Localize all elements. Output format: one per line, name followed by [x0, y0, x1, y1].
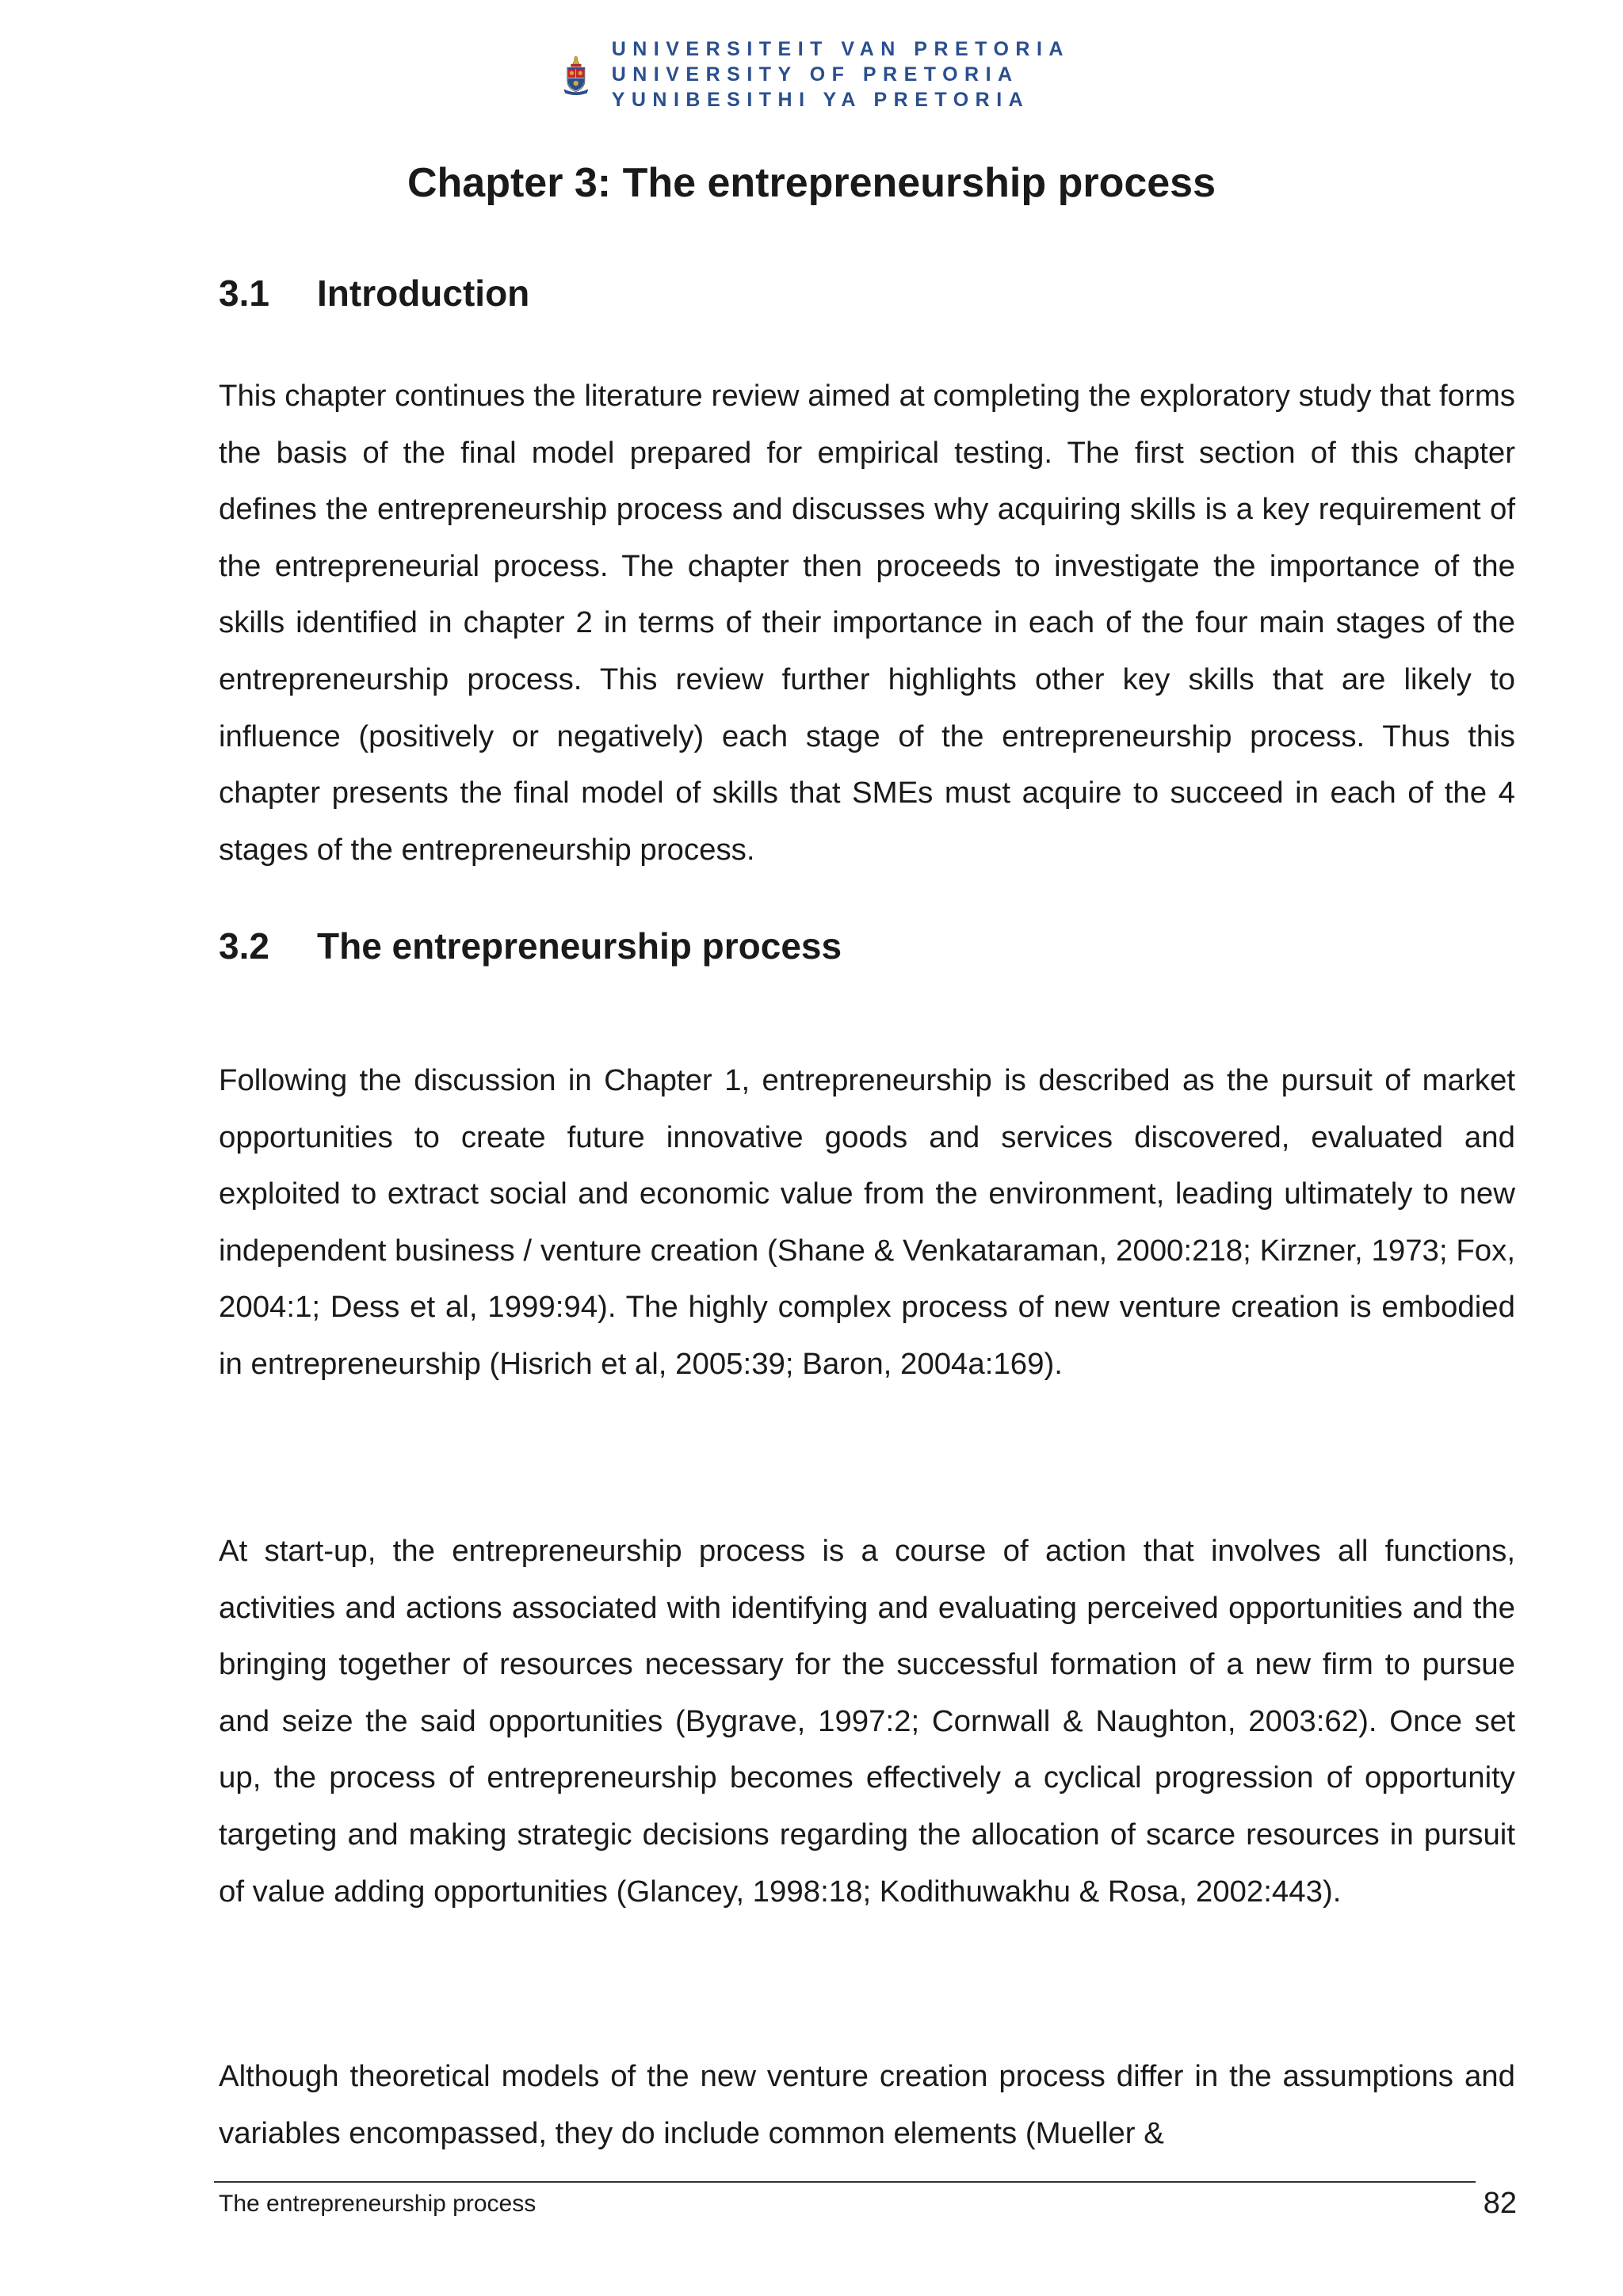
section-number: 3.2: [219, 925, 269, 967]
university-name-sepedi: YUNIBESITHI YA PRETORIA: [611, 89, 1030, 111]
chapter-title: Chapter 3: The entrepreneurship process: [407, 160, 1216, 206]
section-title: Introduction: [317, 273, 530, 314]
page-number: 82: [1483, 2187, 1517, 2220]
section-title: The entrepreneurship process: [317, 925, 842, 967]
paragraph-startup: At start-up, the entrepreneurship process is a course of action that involves all functions, activities and actions associated with identifying and evaluating perceived opportunities and the bringing together of resources necessary for the successful formation of a new firm to pursue and seize the said opportunities (Bygrave, 1997:2; Cornwall & Naughton, 2003:62). Once set up, the process of entrepreneurship becomes effectively a cyclical progression of opportunity targeting and making strategic decisions regarding the allocation of scarce resources in pursuit of value adding opportunities (Glancey, 1998:18; Kodithuwakhu & Rosa, 2002:443).: [219, 1534, 1515, 1909]
footer-divider: [214, 2181, 1476, 2183]
university-names: [612, 37, 1070, 112]
paragraph-introduction: This chapter continues the literature review aimed at completing the exploratory study that forms the basis of the final model prepared for empirical testing. The first section of this chapter defines the entrepreneurship process and discusses why acquiring skills is a key requirement of the entrepreneurial process. The chapter then proceeds to investigate the importance of the skills identified in chapter 2 in terms of their importance in each of the four main stages of the entrepreneurship process. This review further highlights other key skills that are likely to influence (positively or negatively) each stage of the entrepreneurship process. Thus this chapter presents the final model of skills that SMEs must acquire to succeed in each of the 4 stages of the entrepreneurship process.: [219, 379, 1515, 867]
section-heading-introduction: [219, 269, 529, 317]
section-heading-entrepreneurship-process: [219, 922, 842, 970]
university-name-afrikaans: UNIVERSITEIT VAN PRETORIA: [611, 38, 1070, 60]
university-crest-icon: [563, 6, 590, 143]
footer-running-title: The entrepreneurship process: [219, 2191, 537, 2217]
section-number: 3.1: [219, 273, 269, 314]
university-name-english: UNIVERSITY OF PRETORIA: [611, 63, 1019, 86]
paragraph-models: Although theoretical models of the new venture creation process differ in the assumptions and variables encompassed, they do include common elements (Mueller &: [219, 2059, 1515, 2150]
paragraph-definition: Following the discussion in Chapter 1, entrepreneurship is described as the pursuit of market opportunities to create future innovative goods and services discovered, evaluated and exploited to extract social and economic value from the environment, leading ultimately to new independent business / venture creation (Shane & Venkataraman, 2000:218; Kirzner, 1973; Fox, 2004:1; Dess et al, 1999:94). The highly complex process of new venture creation is embodied in entrepreneurship (Hisrich et al, 2005:39; Baron, 2004a:169).: [219, 1063, 1515, 1381]
university-logo: [563, 6, 1070, 143]
